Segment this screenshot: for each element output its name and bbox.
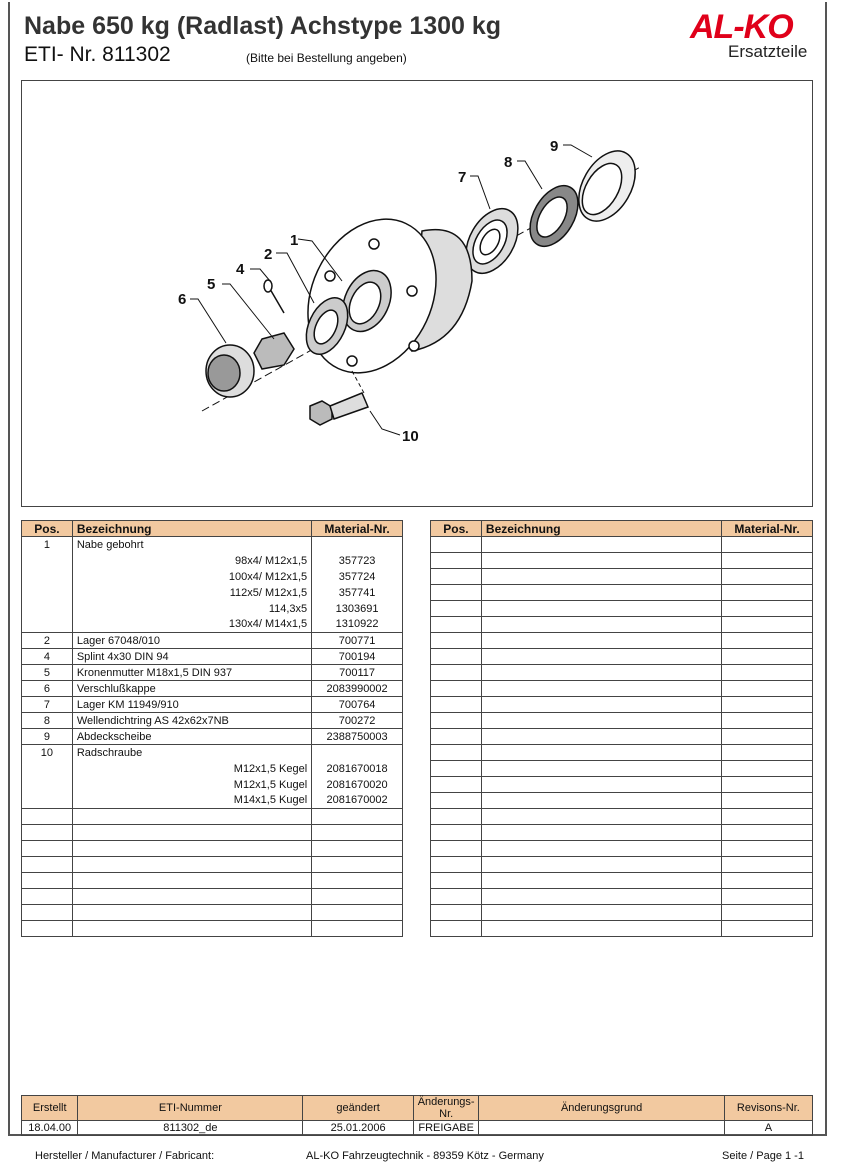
cell-bezeichnung xyxy=(72,921,311,937)
empty-cell xyxy=(481,857,721,873)
cell-bezeichnung: Verschlußkappe xyxy=(72,681,311,697)
leader-9 xyxy=(563,145,592,157)
empty-cell xyxy=(722,745,813,761)
rev-change-no: FREIGABE xyxy=(413,1121,479,1136)
part-10-wheel-bolt xyxy=(310,371,368,425)
cell-bezeichnung: Abdeckscheibe xyxy=(72,729,311,745)
empty-cell xyxy=(722,777,813,793)
cell-bezeichnung: Lager 67048/010 xyxy=(72,633,311,649)
cell-bezeichnung xyxy=(72,809,311,825)
rev-eti: 811302_de xyxy=(78,1121,303,1136)
cell-bezeichnung xyxy=(72,873,311,889)
empty-cell xyxy=(722,809,813,825)
table-row xyxy=(431,793,813,809)
cell-pos xyxy=(22,905,73,921)
empty-cell xyxy=(481,905,721,921)
empty-cell xyxy=(481,537,721,553)
cell-bezeichnung xyxy=(72,889,311,905)
cell-material: 700771 xyxy=(312,633,403,649)
empty-cell xyxy=(481,889,721,905)
alko-logo: AL-KO xyxy=(690,8,793,46)
table-row xyxy=(22,921,403,937)
revision-table xyxy=(21,1095,813,1136)
rev-revision: A xyxy=(724,1121,812,1136)
cell-pos xyxy=(22,553,73,569)
cell-pos xyxy=(22,761,73,777)
cell-material xyxy=(312,809,403,825)
table-row xyxy=(431,889,813,905)
leader-4 xyxy=(250,269,270,281)
cell-pos: 2 xyxy=(22,633,73,649)
cell-bezeichnung: Splint 4x30 DIN 94 xyxy=(72,649,311,665)
empty-cell xyxy=(481,745,721,761)
table-row xyxy=(22,697,403,713)
cell-material xyxy=(312,841,403,857)
callout-1: 1 xyxy=(290,232,299,249)
leader-10 xyxy=(370,411,400,435)
table-row xyxy=(431,649,813,665)
cell-material: 1303691 xyxy=(312,601,403,617)
col-pos: Pos. xyxy=(431,521,482,537)
empty-cell xyxy=(431,793,482,809)
empty-cell xyxy=(431,841,482,857)
empty-cell xyxy=(722,585,813,601)
empty-cell xyxy=(481,681,721,697)
col-bezeichnung: Bezeichnung xyxy=(481,521,721,537)
cell-pos xyxy=(22,825,73,841)
rev-changed: 25.01.2006 xyxy=(303,1121,413,1136)
empty-cell xyxy=(431,713,482,729)
empty-cell xyxy=(431,825,482,841)
callout-7: 7 xyxy=(458,169,467,186)
leader-2 xyxy=(276,253,314,303)
cell-material: 700764 xyxy=(312,697,403,713)
empty-cell xyxy=(722,873,813,889)
cell-pos: 9 xyxy=(22,729,73,745)
cell-pos xyxy=(22,889,73,905)
rev-header-eti: ETI-Nummer xyxy=(78,1096,303,1121)
cell-material: 2388750003 xyxy=(312,729,403,745)
cell-pos: 7 xyxy=(22,697,73,713)
cell-pos xyxy=(22,585,73,601)
rev-header-change-no: Änderungs-Nr. xyxy=(413,1096,479,1121)
callout-9: 9 xyxy=(550,138,559,155)
footer-page: Seite / Page 1 -1 xyxy=(722,1150,804,1162)
cell-bezeichnung: M12x1,5 Kegel xyxy=(72,761,311,777)
cell-material: 700194 xyxy=(312,649,403,665)
empty-cell xyxy=(722,713,813,729)
empty-cell xyxy=(431,665,482,681)
empty-cell xyxy=(431,857,482,873)
footer-manufacturer: AL-KO Fahrzeugtechnik - 89359 Kötz - Germany xyxy=(306,1150,544,1162)
cell-bezeichnung xyxy=(72,905,311,921)
cell-material xyxy=(312,537,403,553)
table-row xyxy=(22,841,403,857)
cell-material: 2081670020 xyxy=(312,777,403,793)
table-row xyxy=(22,585,403,601)
table-row xyxy=(431,553,813,569)
callout-4: 4 xyxy=(236,261,245,278)
cell-material: 357741 xyxy=(312,585,403,601)
cell-material: 1310922 xyxy=(312,617,403,633)
table-row xyxy=(22,825,403,841)
cell-bezeichnung: 112x5/ M12x1,5 xyxy=(72,585,311,601)
table-row xyxy=(22,857,403,873)
page-title: Nabe 650 kg (Radlast) Achstype 1300 kg xyxy=(24,12,502,40)
empty-cell xyxy=(431,745,482,761)
empty-cell xyxy=(481,649,721,665)
empty-cell xyxy=(431,889,482,905)
leader-6 xyxy=(190,299,226,343)
empty-cell xyxy=(722,761,813,777)
empty-cell xyxy=(481,617,721,633)
cell-material: 357724 xyxy=(312,569,403,585)
cell-pos xyxy=(22,921,73,937)
cell-pos xyxy=(22,569,73,585)
exploded-drawing xyxy=(21,80,813,507)
empty-cell xyxy=(431,537,482,553)
cell-bezeichnung xyxy=(72,841,311,857)
table-row xyxy=(22,729,403,745)
table-row xyxy=(22,809,403,825)
table-row xyxy=(22,905,403,921)
cell-bezeichnung: 98x4/ M12x1,5 xyxy=(72,553,311,569)
cell-bezeichnung: M14x1,5 Kugel xyxy=(72,793,311,809)
cell-bezeichnung: 130x4/ M14x1,5 xyxy=(72,617,311,633)
empty-cell xyxy=(431,649,482,665)
empty-cell xyxy=(481,809,721,825)
empty-cell xyxy=(481,841,721,857)
cell-material xyxy=(312,825,403,841)
empty-cell xyxy=(431,921,482,937)
cell-pos xyxy=(22,873,73,889)
empty-cell xyxy=(431,729,482,745)
empty-cell xyxy=(722,601,813,617)
table-row xyxy=(431,697,813,713)
cell-pos: 6 xyxy=(22,681,73,697)
cell-material xyxy=(312,921,403,937)
table-row xyxy=(22,601,403,617)
empty-cell xyxy=(481,553,721,569)
cell-material xyxy=(312,873,403,889)
table-row xyxy=(431,633,813,649)
cell-bezeichnung: Radschraube xyxy=(72,745,311,761)
rev-header-revision: Revisons-Nr. xyxy=(724,1096,812,1121)
empty-cell xyxy=(722,921,813,937)
rev-header-changed: geändert xyxy=(303,1096,413,1121)
cell-material: 2083990002 xyxy=(312,681,403,697)
table-row xyxy=(22,793,403,809)
callout-10: 10 xyxy=(402,428,419,445)
table-row xyxy=(22,665,403,681)
empty-cell xyxy=(481,729,721,745)
rev-header-created: Erstellt xyxy=(22,1096,78,1121)
part-4-split-pin xyxy=(264,280,284,313)
table-row xyxy=(22,713,403,729)
cell-pos xyxy=(22,601,73,617)
empty-cell xyxy=(481,777,721,793)
cell-material: 700272 xyxy=(312,713,403,729)
table-row xyxy=(431,713,813,729)
empty-cell xyxy=(431,777,482,793)
part-8-seal-ring xyxy=(520,177,588,254)
empty-cell xyxy=(431,553,482,569)
empty-cell xyxy=(481,633,721,649)
empty-cell xyxy=(722,841,813,857)
cell-material: 2081670002 xyxy=(312,793,403,809)
table-row xyxy=(22,633,403,649)
leader-7 xyxy=(470,176,490,209)
parts-table-left xyxy=(21,520,403,937)
empty-cell xyxy=(722,569,813,585)
cell-bezeichnung: Wellendichtring AS 42x62x7NB xyxy=(72,713,311,729)
cell-bezeichnung: M12x1,5 Kugel xyxy=(72,777,311,793)
empty-cell xyxy=(481,697,721,713)
cell-bezeichnung: 114,3x5 xyxy=(72,601,311,617)
table-row xyxy=(22,553,403,569)
table-row xyxy=(22,569,403,585)
empty-cell xyxy=(481,601,721,617)
cell-pos xyxy=(22,617,73,633)
empty-cell xyxy=(431,697,482,713)
empty-cell xyxy=(722,825,813,841)
parts-table-right xyxy=(430,520,813,937)
rev-created: 18.04.00 xyxy=(22,1121,78,1136)
empty-cell xyxy=(722,681,813,697)
callout-6: 6 xyxy=(178,291,187,308)
empty-cell xyxy=(722,665,813,681)
table-row xyxy=(431,905,813,921)
table-row xyxy=(431,537,813,553)
table-row xyxy=(22,537,403,553)
empty-cell xyxy=(431,617,482,633)
callout-5: 5 xyxy=(207,276,216,293)
empty-cell xyxy=(431,809,482,825)
footer-manufacturer-label: Hersteller / Manufacturer / Fabricant: xyxy=(35,1150,215,1162)
table-row xyxy=(431,777,813,793)
table-row xyxy=(22,681,403,697)
empty-cell xyxy=(431,633,482,649)
cell-pos: 10 xyxy=(22,745,73,761)
cell-pos: 1 xyxy=(22,537,73,553)
empty-cell xyxy=(722,649,813,665)
logo-subtitle: Ersatzteile xyxy=(728,42,808,61)
leader-8 xyxy=(517,161,542,189)
cell-pos xyxy=(22,857,73,873)
empty-cell xyxy=(481,825,721,841)
empty-cell xyxy=(431,569,482,585)
table-row xyxy=(431,921,813,937)
part-9-cover-disc xyxy=(567,141,647,231)
table-row xyxy=(431,569,813,585)
empty-cell xyxy=(431,585,482,601)
table-row xyxy=(431,873,813,889)
empty-cell xyxy=(722,617,813,633)
empty-cell xyxy=(481,665,721,681)
table-row xyxy=(431,841,813,857)
cell-pos xyxy=(22,777,73,793)
empty-cell xyxy=(431,873,482,889)
empty-cell xyxy=(722,633,813,649)
callout-8: 8 xyxy=(504,154,513,171)
exploded-view-svg xyxy=(22,81,814,508)
table-row xyxy=(22,889,403,905)
empty-cell xyxy=(481,569,721,585)
empty-cell xyxy=(722,697,813,713)
cell-bezeichnung: Lager KM 11949/910 xyxy=(72,697,311,713)
cell-pos: 8 xyxy=(22,713,73,729)
empty-cell xyxy=(481,761,721,777)
empty-cell xyxy=(722,729,813,745)
table-row xyxy=(431,825,813,841)
cell-pos xyxy=(22,793,73,809)
cell-bezeichnung: Kronenmutter M18x1,5 DIN 937 xyxy=(72,665,311,681)
table-row xyxy=(431,857,813,873)
cell-material xyxy=(312,857,403,873)
empty-cell xyxy=(722,905,813,921)
cell-material xyxy=(312,745,403,761)
table-row xyxy=(431,729,813,745)
empty-cell xyxy=(431,761,482,777)
table-row xyxy=(22,761,403,777)
parts-table-left-body xyxy=(22,537,403,937)
callout-2: 2 xyxy=(264,246,273,263)
cell-material: 2081670018 xyxy=(312,761,403,777)
table-row xyxy=(22,745,403,761)
empty-cell xyxy=(481,873,721,889)
cell-pos xyxy=(22,841,73,857)
cell-material xyxy=(312,905,403,921)
table-row xyxy=(431,681,813,697)
eti-number: ETI- Nr. 811302 xyxy=(24,43,171,66)
cell-pos xyxy=(22,809,73,825)
empty-cell xyxy=(431,601,482,617)
col-material: Material-Nr. xyxy=(312,521,403,537)
table-row xyxy=(22,617,403,633)
eti-note: (Bitte bei Bestellung angeben) xyxy=(246,51,407,65)
empty-cell xyxy=(481,921,721,937)
table-row xyxy=(22,873,403,889)
empty-cell xyxy=(481,793,721,809)
table-row xyxy=(431,809,813,825)
parts-table-right-body xyxy=(431,537,813,937)
col-pos: Pos. xyxy=(22,521,73,537)
table-row xyxy=(431,601,813,617)
empty-cell xyxy=(722,793,813,809)
table-row xyxy=(431,665,813,681)
col-material: Material-Nr. xyxy=(722,521,813,537)
cell-pos: 5 xyxy=(22,665,73,681)
table-row xyxy=(431,745,813,761)
cell-material: 357723 xyxy=(312,553,403,569)
empty-cell xyxy=(431,905,482,921)
col-bezeichnung: Bezeichnung xyxy=(72,521,311,537)
empty-cell xyxy=(722,537,813,553)
table-row xyxy=(431,761,813,777)
cell-material xyxy=(312,889,403,905)
empty-cell xyxy=(722,889,813,905)
cell-material: 700117 xyxy=(312,665,403,681)
cell-bezeichnung: 100x4/ M12x1,5 xyxy=(72,569,311,585)
empty-cell xyxy=(481,585,721,601)
part-1-hub xyxy=(284,198,472,394)
empty-cell xyxy=(431,681,482,697)
table-row xyxy=(431,585,813,601)
cell-bezeichnung xyxy=(72,825,311,841)
table-row xyxy=(431,617,813,633)
empty-cell xyxy=(722,857,813,873)
empty-cell xyxy=(722,553,813,569)
table-row xyxy=(22,777,403,793)
cell-pos: 4 xyxy=(22,649,73,665)
cell-bezeichnung: Nabe gebohrt xyxy=(72,537,311,553)
empty-cell xyxy=(481,713,721,729)
rev-reason xyxy=(479,1121,724,1136)
part-6-cap xyxy=(206,345,254,397)
rev-header-reason: Änderungsgrund xyxy=(479,1096,724,1121)
cell-bezeichnung xyxy=(72,857,311,873)
table-row xyxy=(22,649,403,665)
